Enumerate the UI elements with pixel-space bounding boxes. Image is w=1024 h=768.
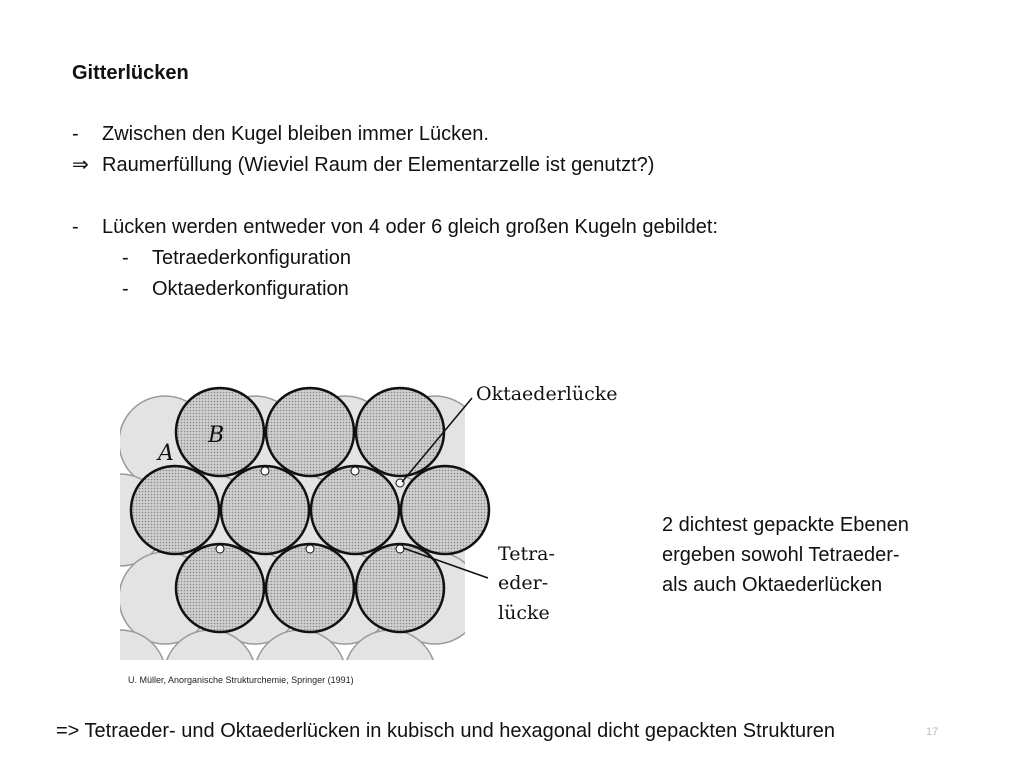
sphere-b: [266, 388, 354, 476]
gap-marker: [351, 467, 359, 475]
bullet-formation: [72, 214, 718, 240]
gap-marker: [306, 545, 314, 553]
gap-marker: [216, 545, 224, 553]
bullet-marker: -: [122, 247, 129, 269]
bullet-marker: -: [72, 123, 79, 145]
close-packing-figure: [120, 370, 650, 670]
bullet-text: Oktaederkonfiguration: [152, 278, 349, 300]
conclusion-footer: => Tetraeder- und Oktaederlücken in kubisch und hexagonal dicht gepackten Strukturen: [56, 720, 836, 742]
implication-text: Raumerfüllung (Wieviel Raum der Elementarzelle ist genutzt?): [102, 154, 655, 176]
label-tetrahedral-gap-1: Tetra-: [498, 543, 555, 565]
gap-marker: [396, 545, 404, 553]
slide-title: Gitterlücken: [72, 62, 189, 84]
side-note: [662, 510, 972, 600]
bullet-gaps: [72, 121, 489, 147]
sub-bullet-tetrahedral: [122, 245, 351, 271]
bullet-text: Lücken werden entweder von 4 oder 6 gleich großen Kugeln gebildet:: [102, 216, 718, 238]
side-note-line: ergeben sowohl Tetraeder-: [662, 544, 900, 566]
sphere-b: [266, 544, 354, 632]
bullet-marker: -: [122, 278, 129, 300]
bullet-text: Zwischen den Kugel bleiben immer Lücken.: [102, 123, 489, 145]
label-tetrahedral-gap-3: lücke: [498, 602, 550, 624]
sub-bullet-octahedral: [122, 276, 349, 302]
side-note-line: als auch Oktaederlücken: [662, 574, 883, 596]
label-tetrahedral-gap-2: eder-: [498, 572, 549, 594]
sphere-b: [356, 388, 444, 476]
implies-arrow-icon: ⇒: [72, 154, 89, 176]
implication-line: [72, 152, 654, 178]
page-number: 17: [926, 726, 939, 738]
sphere-b: [131, 466, 219, 554]
sphere-b: [221, 466, 309, 554]
side-note-line: 2 dichtest gepackte Ebenen: [662, 514, 909, 536]
bullet-text: Tetraederkonfiguration: [152, 247, 352, 269]
figure-caption: U. Müller, Anorganische Strukturchemie, Springer (1991): [128, 675, 354, 685]
gap-marker: [261, 467, 269, 475]
bullet-marker: -: [72, 216, 79, 238]
sphere-b: [311, 466, 399, 554]
label-octahedral-gap: Oktaederlücke: [476, 383, 618, 405]
layer-b: [131, 388, 489, 632]
label-b: B: [208, 423, 225, 448]
label-a: A: [158, 441, 174, 466]
sphere-b: [176, 544, 264, 632]
sphere-b: [401, 466, 489, 554]
